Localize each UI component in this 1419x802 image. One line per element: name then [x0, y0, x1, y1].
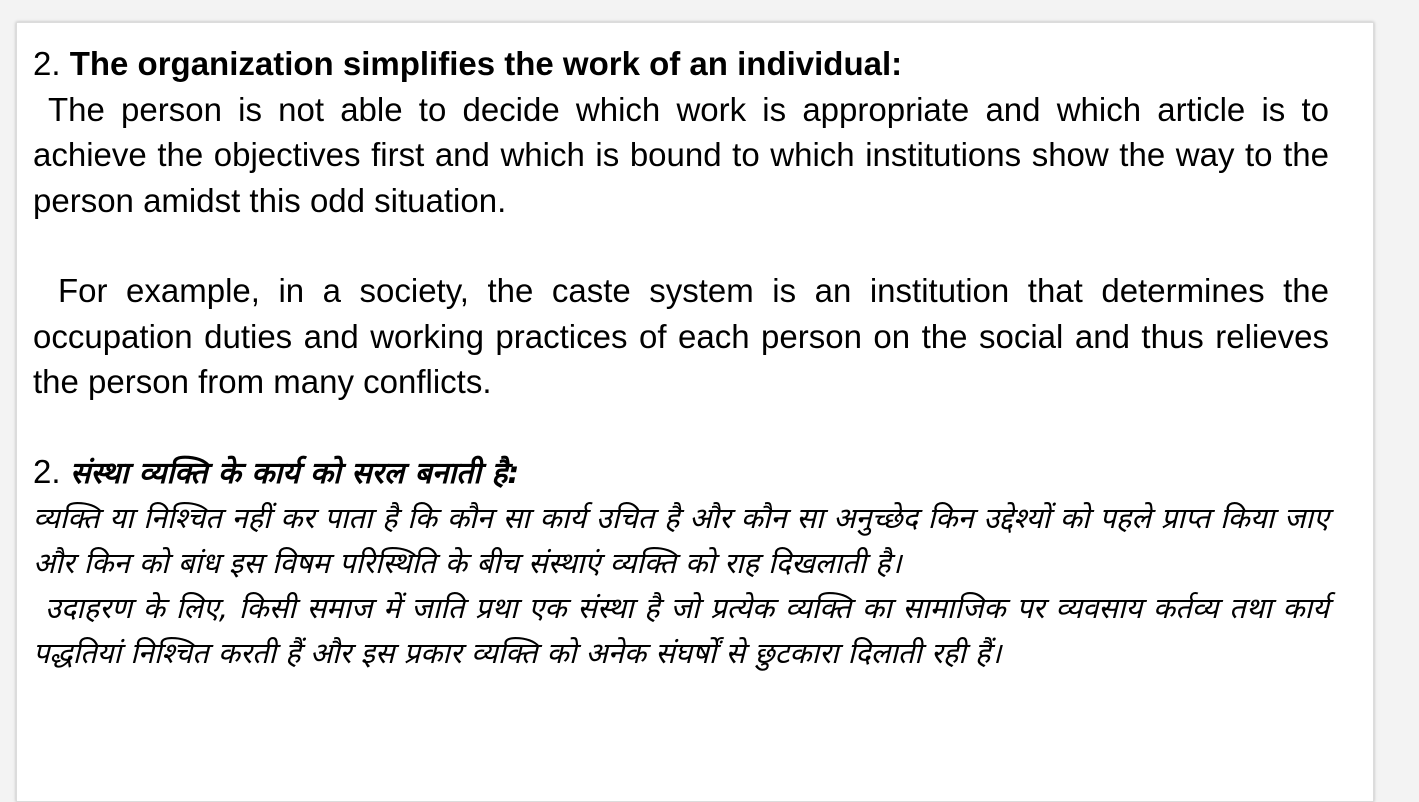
english-heading-number: 2.	[33, 45, 61, 82]
hindi-heading-number: 2.	[33, 452, 61, 490]
english-paragraph-1: The person is not able to decide which work is appropriate and which article is to achieve the objectives first and which is bound to which institutions show the way to the person amidst this odd situation.	[33, 90, 1329, 219]
english-heading-title: The organization simplifies the work of an individual:	[69, 45, 903, 82]
hindi-heading-title: संस्था व्यक्ति के कार्य को सरल बनाती है:	[70, 455, 520, 491]
hindi-heading	[33, 449, 1329, 496]
english-heading	[33, 41, 1329, 87]
section-spacer	[33, 405, 1329, 449]
document-page	[16, 22, 1374, 802]
hindi-paragraph-1: व्यक्ति या निश्चित नहीं कर पाता है कि कौन सा कार्य उचित है और कौन सा अनुच्छेद किन उद्देश्यों को पहले प्राप्त किया जाए और किन को बांध इस विषम परिस्थिति के बीच संस्थाएं व्यक्ति को राह दिखलाती है।	[33, 500, 1329, 580]
paragraph-spacer	[33, 223, 1329, 268]
english-paragraph-2: For example, in a society, the caste system is an institution that determines the occupation duties and working practices of each person on the social and thus relieves the person from many conflicts.	[33, 272, 1329, 400]
hindi-paragraph-2: उदाहरण के लिए, किसी समाज में जाति प्रथा एक संस्था है जो प्रत्येक व्यक्ति का सामाजिक पर व्यवसाय कर्तव्य तथा कार्य पद्धतियां निश्चित करती हैं और इस प्रकार व्यक्ति को अनेक संघर्षों से छुटकारा दिलाती रही हैं।	[33, 590, 1329, 670]
document-content	[33, 41, 1329, 676]
